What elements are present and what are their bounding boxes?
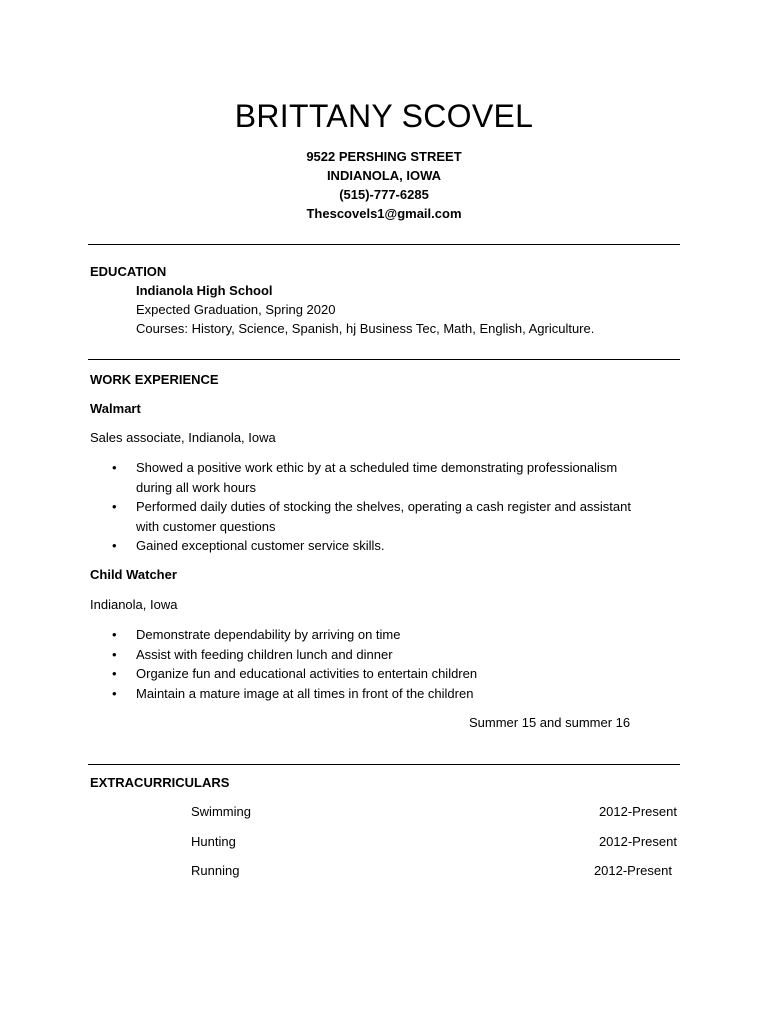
bullet-icon: •	[112, 646, 117, 662]
activity-name: Swimming	[191, 804, 251, 819]
role-walmart: Sales associate, Indianola, Iowa	[90, 430, 276, 445]
bullet-icon: •	[112, 538, 117, 553]
divider-work	[88, 764, 680, 765]
role-child-watcher: Indianola, Iowa	[90, 597, 178, 612]
list-item: • Gained exceptional customer service skills.	[0, 536, 631, 556]
bullet-icon: •	[112, 685, 117, 701]
activity-years: 2012-Present	[598, 804, 677, 819]
child-watcher-duties-list	[0, 625, 477, 703]
employer-child-watcher: Child Watcher	[90, 567, 177, 582]
activity-years: 2012-Present	[598, 834, 677, 849]
extracurriculars-heading: EXTRACURRICULARS	[90, 775, 230, 790]
list-item: • Maintain a mature image at all times in front of the children	[0, 684, 477, 704]
phone-number: (515)-777-6285	[339, 187, 429, 202]
divider-education	[88, 359, 680, 360]
activity-row	[0, 833, 768, 851]
address-city: INDIANOLA, IOWA	[326, 168, 442, 183]
work-heading: WORK EXPERIENCE	[90, 372, 219, 387]
walmart-duties-list	[0, 458, 631, 556]
address-street: 9522 PERSHING STREET	[306, 149, 462, 164]
list-item: • Organize fun and educational activities to entertain children	[0, 664, 477, 684]
employer-walmart: Walmart	[90, 401, 141, 416]
education-heading: EDUCATION	[90, 264, 167, 279]
list-item: • Assist with feeding children lunch and dinner	[0, 645, 477, 665]
bullet-icon: •	[112, 460, 117, 475]
courses-list: Courses: History, Science, Spanish, hj Business Tec, Math, English, Agriculture.	[136, 321, 595, 336]
email-address: Thescovels1@gmail.com	[306, 206, 462, 221]
activity-name: Running	[191, 863, 240, 878]
activity-row	[0, 862, 768, 880]
list-item: • Performed daily duties of stocking the shelves, operating a cash register and assistant with customer questions	[112, 499, 631, 534]
activity-name: Hunting	[191, 834, 236, 849]
activity-row	[0, 803, 768, 821]
bullet-icon: •	[112, 627, 117, 642]
bullet-icon: •	[112, 666, 117, 681]
list-item: • Showed a positive work ethic by at a scheduled time demonstrating professionalism during all work hours	[112, 460, 618, 495]
activity-years: 2012-Present	[593, 863, 672, 878]
resume-name: BRITTANY SCOVEL	[234, 98, 534, 134]
list-item: • Demonstrate dependability by arriving on time	[0, 625, 477, 645]
employment-dates: Summer 15 and summer 16	[469, 715, 631, 730]
school-name: Indianola High School	[136, 283, 273, 298]
bullet-icon: •	[112, 499, 117, 514]
divider-header	[88, 244, 680, 245]
graduation-date: Expected Graduation, Spring 2020	[136, 302, 336, 317]
